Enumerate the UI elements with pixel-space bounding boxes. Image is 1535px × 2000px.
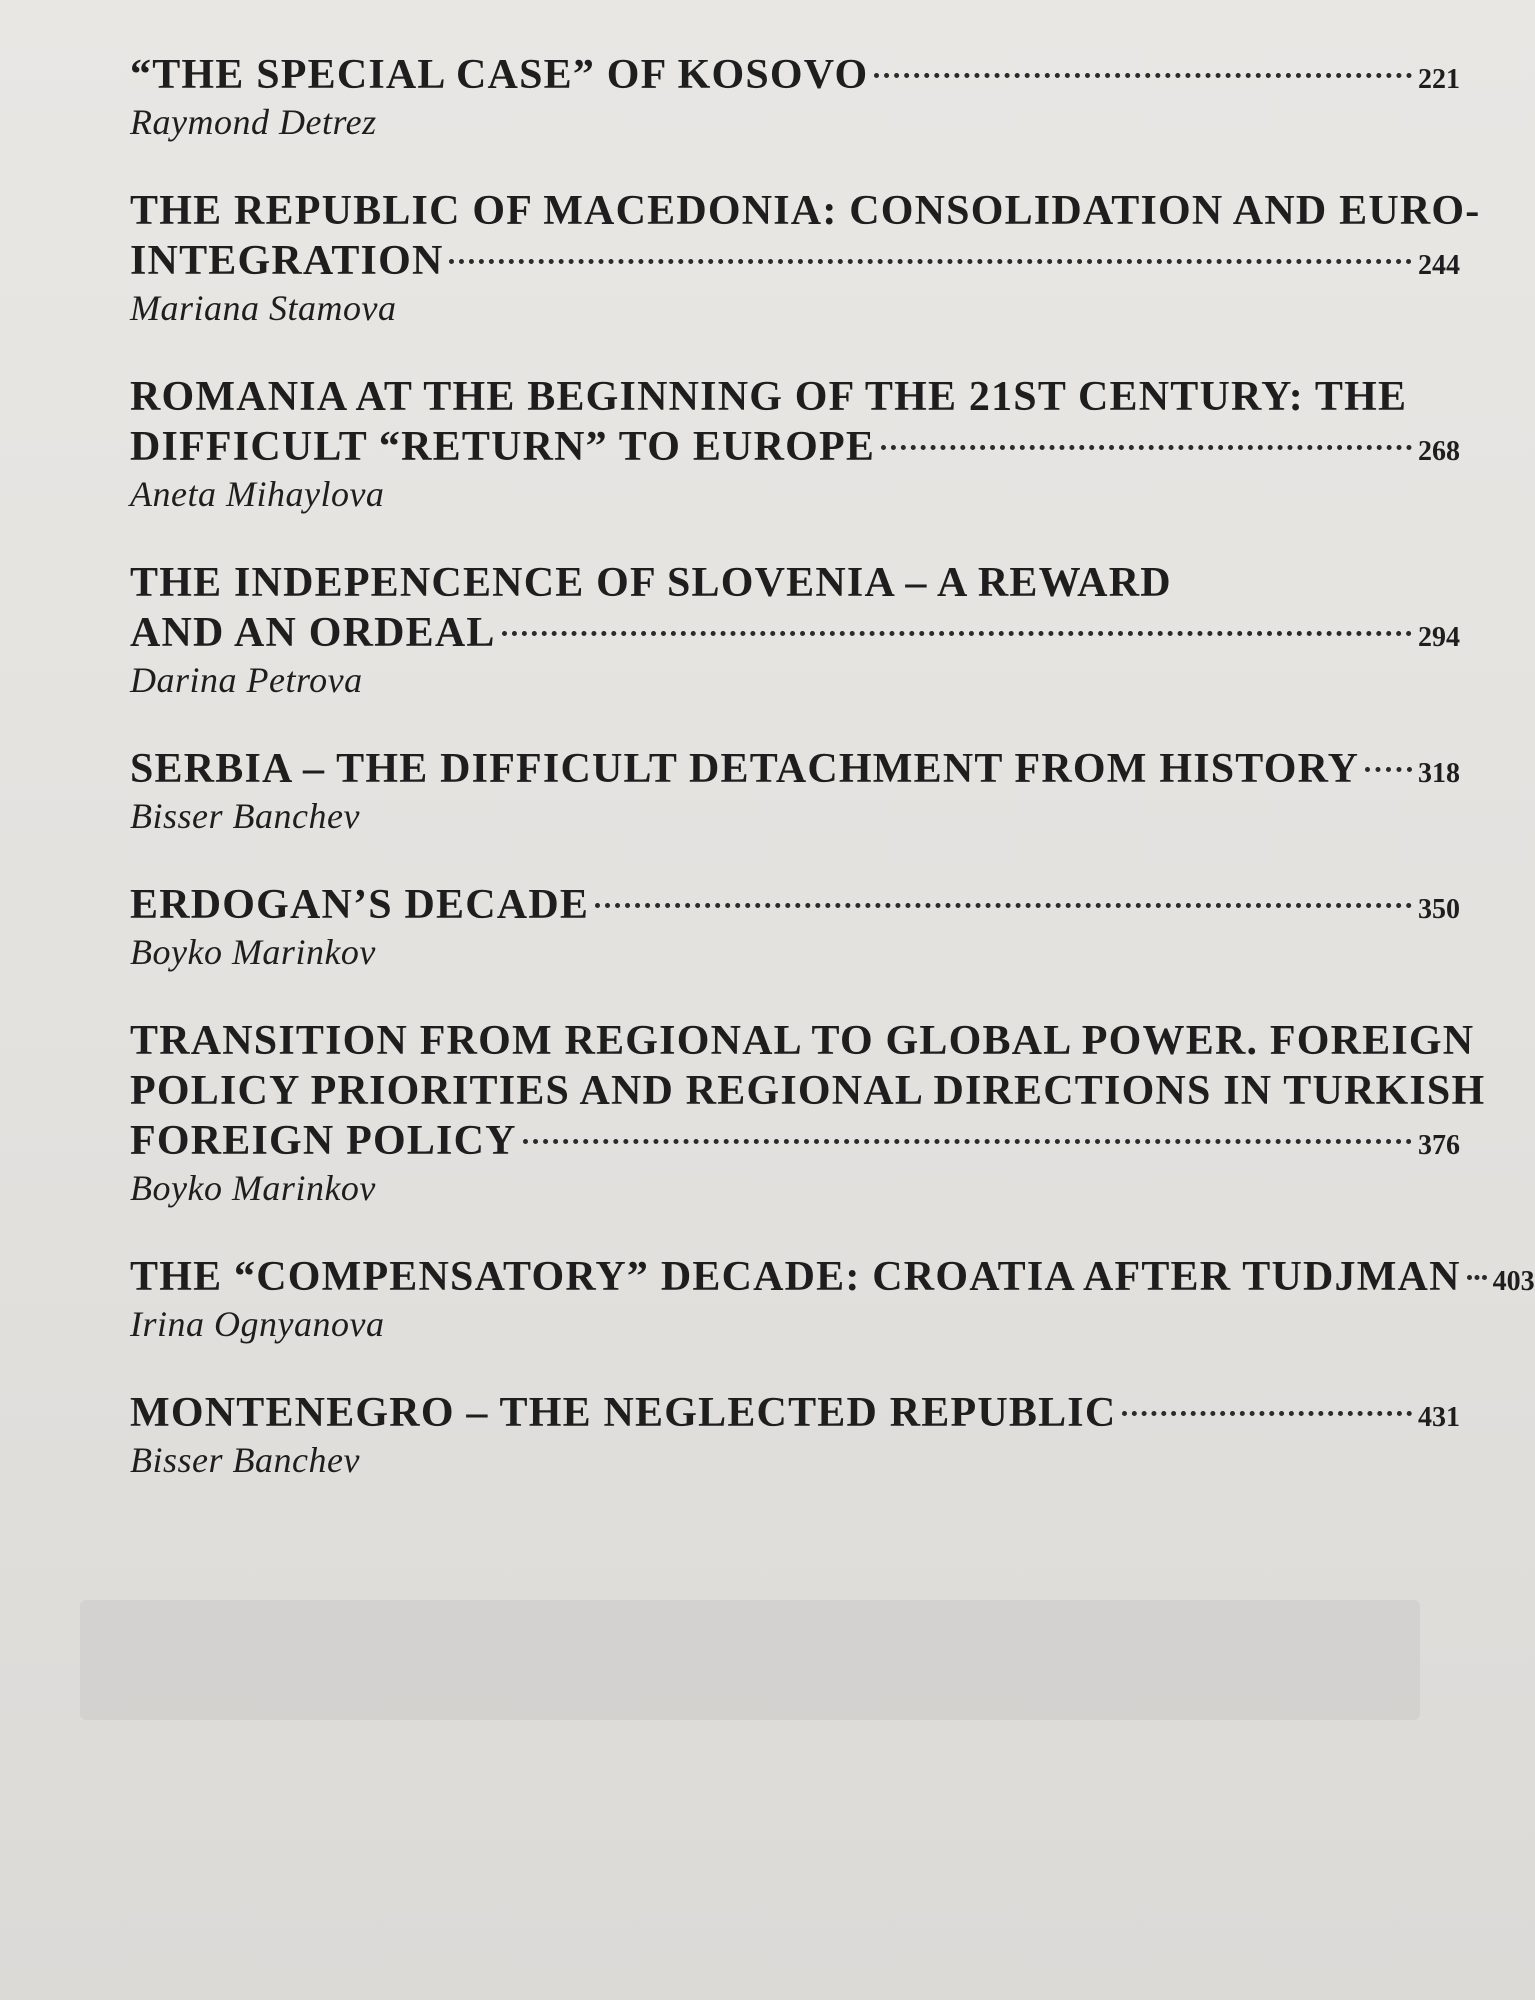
toc-entry[interactable] bbox=[130, 186, 1481, 330]
toc-entry-page-number: 221 bbox=[1418, 64, 1460, 95]
toc-entry-title: THE REPUBLIC OF MACEDONIA: CONSOLIDATION AND EURO- bbox=[130, 188, 1481, 234]
dot-leader bbox=[523, 1139, 1412, 1144]
toc-entry[interactable] bbox=[130, 558, 1460, 702]
toc-entry[interactable] bbox=[130, 880, 1460, 974]
toc-entry-title: AND AN ORDEAL bbox=[130, 610, 496, 656]
toc-entry[interactable] bbox=[130, 1016, 1486, 1210]
dot-leader bbox=[449, 259, 1412, 264]
toc-entry-title: ROMANIA AT THE BEGINNING OF THE 21ST CENTURY: THE bbox=[130, 374, 1408, 420]
toc-entry-title: SERBIA – THE DIFFICULT DETACHMENT FROM HISTORY bbox=[130, 746, 1360, 792]
toc-entry-author: Raymond Detrez bbox=[130, 102, 377, 142]
toc-entry-page-number: 268 bbox=[1418, 436, 1460, 467]
toc-entry[interactable] bbox=[130, 744, 1460, 838]
toc-entry-author: Darina Petrova bbox=[130, 660, 363, 700]
dot-leader bbox=[1122, 1411, 1412, 1416]
toc-entry-page-number: 294 bbox=[1418, 622, 1460, 653]
dot-leader bbox=[595, 903, 1412, 908]
toc-entry[interactable] bbox=[130, 1388, 1460, 1482]
toc-entry-title: THE “COMPENSATORY” DECADE: CROATIA AFTER TUDJMAN bbox=[130, 1254, 1461, 1300]
toc-entry-page-number: 244 bbox=[1418, 250, 1460, 281]
toc-entry-title: FOREIGN POLICY bbox=[130, 1118, 517, 1164]
toc-entry-author: Bisser Banchev bbox=[130, 1440, 360, 1480]
dot-leader bbox=[502, 631, 1412, 636]
dot-leader bbox=[874, 73, 1412, 78]
toc-entry-title: DIFFICULT “RETURN” TO EUROPE bbox=[130, 424, 876, 470]
toc-entry[interactable] bbox=[130, 50, 1460, 144]
toc-entry-author: Aneta Mihaylova bbox=[130, 474, 385, 514]
toc-entry-title: ERDOGAN’S DECADE bbox=[130, 882, 590, 928]
dot-leader bbox=[1365, 767, 1412, 772]
dot-leader bbox=[881, 445, 1412, 450]
toc-entry-author: Bisser Banchev bbox=[130, 796, 360, 836]
toc-entry[interactable] bbox=[130, 1252, 1535, 1346]
toc-entry-author: Mariana Stamova bbox=[130, 288, 397, 328]
toc-entry-author: Boyko Marinkov bbox=[130, 932, 376, 972]
toc-entry-page-number: 318 bbox=[1418, 758, 1460, 789]
toc-entry-title: MONTENEGRO – THE NEGLECTED REPUBLIC bbox=[130, 1390, 1117, 1436]
toc-entry-title: “THE SPECIAL CASE” OF KOSOVO bbox=[130, 52, 869, 98]
toc-entry-author: Boyko Marinkov bbox=[130, 1168, 376, 1208]
toc-entry-title: POLICY PRIORITIES AND REGIONAL DIRECTIONS IN TURKISH bbox=[130, 1068, 1486, 1114]
toc-entry-title: TRANSITION FROM REGIONAL TO GLOBAL POWER. FOREIGN bbox=[130, 1018, 1475, 1064]
toc-entry-page-number: 431 bbox=[1418, 1402, 1460, 1433]
toc-entry-title: THE INDEPENCENCE OF SLOVENIA – A REWARD bbox=[130, 560, 1172, 606]
toc-entry-page-number: 403 bbox=[1492, 1266, 1535, 1297]
toc-entry-author: Irina Ognyanova bbox=[130, 1304, 385, 1344]
table-of-contents bbox=[130, 50, 1535, 1524]
toc-entry[interactable] bbox=[130, 372, 1460, 516]
toc-entry-page-number: 376 bbox=[1418, 1130, 1460, 1161]
dot-leader bbox=[1467, 1275, 1487, 1280]
toc-entry-title: INTEGRATION bbox=[130, 238, 444, 284]
bleed-through-shadow bbox=[80, 1600, 1420, 1720]
toc-entry-page-number: 350 bbox=[1418, 894, 1460, 925]
